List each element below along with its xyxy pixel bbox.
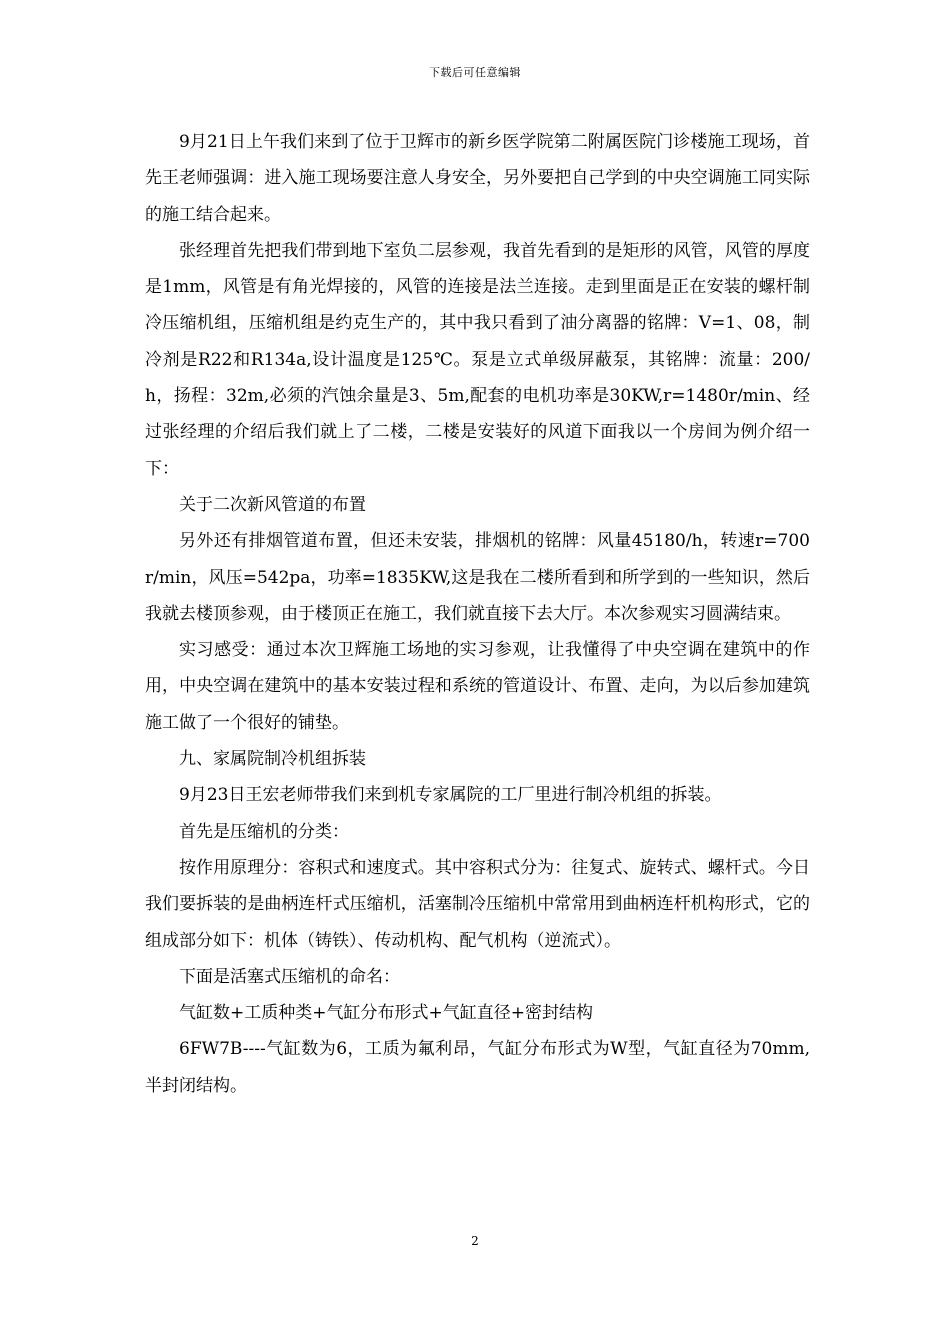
paragraph-naming-formula: 气缸数+工质种类+气缸分布形式+气缸直径+密封结构	[179, 1003, 593, 1024]
document-body	[145, 124, 810, 1104]
paragraph-disassembly-date: 9月23日王宏老师带我们来到机专家属院的工厂里进行制冷机组的拆装。	[179, 785, 722, 806]
section-heading-disassembly: 九、家属院制冷机组拆装	[179, 749, 366, 770]
paragraph-fresh-air-duct: 关于二次新风管道的布置	[179, 494, 366, 515]
paragraph-visit-intro: 9月21日上午我们来到了位于卫辉市的新乡医学院第二附属医院门诊楼施工现场，首先王老师强调：进入施工现场要注意人身安全，另外要把自己学到的中央空调施工同实际的施工结合起来。	[145, 132, 810, 225]
paragraph-internship-reflection: 实习感受：通过本次卫辉施工场地的实习参观，让我懂得了中央空调在建筑中的作用，中央空调在建筑中的基本安装过程和系统的管道设计、布置、走向，为以后参加建筑施工做了一个很好的铺垫。	[145, 640, 810, 733]
paragraph-naming-intro: 下面是活塞式压缩机的命名：	[179, 966, 400, 987]
paragraph-basement-visit: 张经理首先把我们带到地下室负二层参观，我首先看到的是矩形的风管，风管的厚度是1mm，风管是有角光焊接的，风管的连接是法兰连接。走到里面是正在安装的螺杆制冷压缩机组，压缩机组是约克生产的，其中我只看到了油分离器的铭牌：V=1、08，制冷剂是R22和R134a,设计温度是125℃。泵是立式单级屏蔽泵，其铭牌：流量：200/h，扬程：32m,必须的汽蚀余量是3、5m,配套的电机功率是30KW,r=1480r/min、经过张经理的介绍后我们就上了二楼，二楼是安装好的风道下面我以一个房间为例介绍一下：	[145, 240, 810, 479]
paragraph-smoke-exhaust: 另外还有排烟管道布置，但还未安装，排烟机的铭牌：风量45180/h，转速r=700r/min，风压=542pa，功率=1835KW,这是我在二楼所看到和所学到的一些知识，然后我就去楼顶参观，由于楼顶正在施工，我们就直接下去大厅。本次参观实习圆满结束。	[145, 531, 810, 624]
page-header: 下载后可任意编辑	[429, 66, 521, 79]
paragraph-working-principle: 按作用原理分：容积式和速度式。其中容积式分为：往复式、旋转式、螺杆式。今日我们要拆装的是曲柄连杆式压缩机，活塞制冷压缩机中常常用到曲柄连杆机构形式，它的组成部分如下：机体（铸铁）、传动机构、配气机构（逆流式）。	[145, 857, 810, 951]
paragraph-naming-example: 6FW7B----气缸数为6，工质为氟利昂，气缸分布形式为W型，气缸直径为70mm,半封闭结构。	[145, 1039, 810, 1096]
paragraph-compressor-classification: 首先是压缩机的分类：	[179, 821, 349, 842]
page-number: 2	[471, 1234, 479, 1248]
